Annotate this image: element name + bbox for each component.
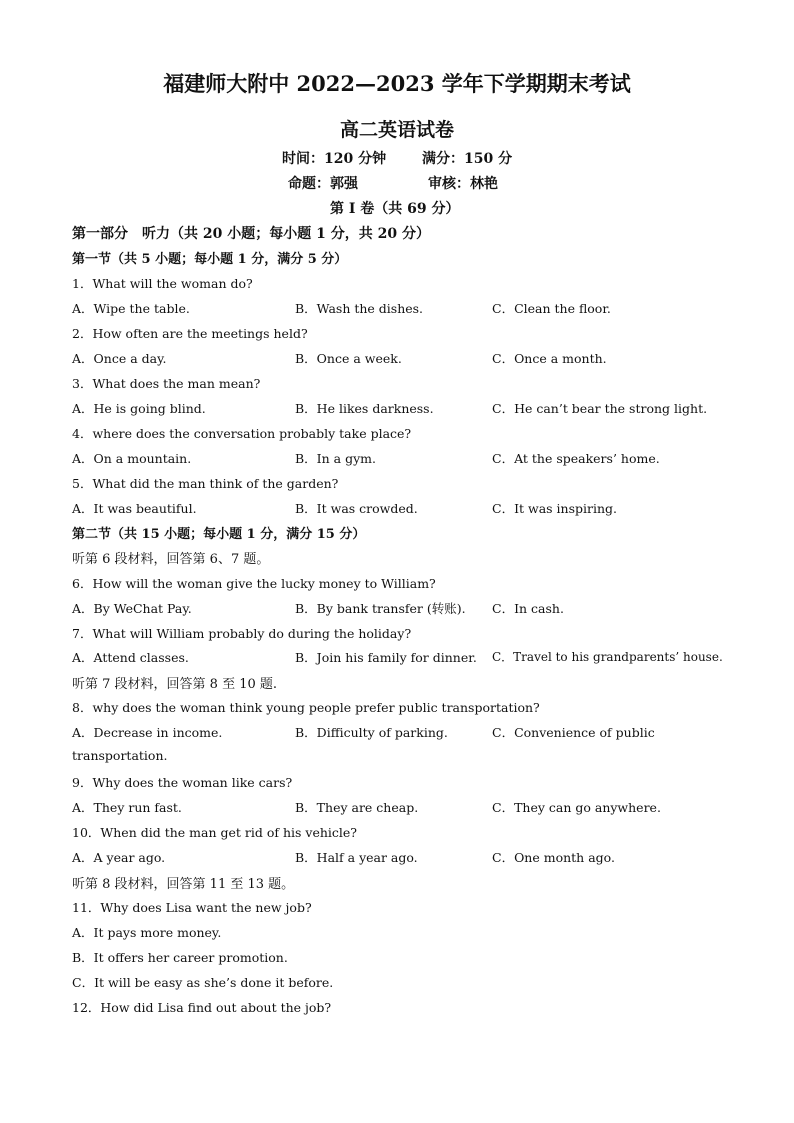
- option-c-continued: transportation.: [72, 748, 168, 763]
- option-c: C．It will be easy as she’s done it before.: [72, 975, 334, 990]
- option-b: B．He likes darkness.: [295, 401, 434, 416]
- question-stem: 11．Why does Lisa want the new job?: [72, 900, 312, 915]
- option-a: A．It pays more money.: [72, 925, 222, 940]
- option-a: A．Attend classes.: [72, 650, 189, 665]
- material-instruction: 听第 7 段材料，回答第 8 至 10 题.: [72, 677, 278, 692]
- option-a: A．It was beautiful.: [72, 501, 197, 516]
- option-c: C．At the speakers’ home.: [492, 451, 660, 466]
- exam-score: 满分：150 分: [422, 151, 513, 167]
- exam-reviewer: 审核：林艳: [428, 176, 498, 192]
- option-c: C．Once a month.: [492, 351, 607, 366]
- option-c: C．Convenience of public: [492, 725, 655, 740]
- option-b: B．By bank transfer (转账).: [295, 601, 466, 616]
- question-stem: 5．What did the man think of the garden?: [72, 476, 339, 491]
- option-a: A．A year ago.: [72, 850, 166, 865]
- option-b: B．Join his family for dinner.: [295, 650, 477, 665]
- option-a: A．They run fast.: [72, 800, 182, 815]
- volume-heading: 第 I 卷（共 69 分）: [330, 201, 460, 217]
- question-stem: 6．How will the woman give the lucky money to William?: [72, 576, 436, 591]
- part-heading: 第一部分 听力（共 20 小题；每小题 1 分，共 20 分）: [72, 226, 430, 242]
- option-c: C．Travel to his grandparents’ house.: [492, 650, 723, 664]
- question-stem: 2．How often are the meetings held?: [72, 326, 308, 341]
- question-stem: 3．What does the man mean?: [72, 376, 261, 391]
- option-c: C．He can’t bear the strong light.: [492, 401, 708, 416]
- option-c: C．One month ago.: [492, 850, 615, 865]
- option-b: B．In a gym.: [295, 451, 376, 466]
- option-c: C．In cash.: [492, 601, 564, 616]
- option-b: B．It offers her career promotion.: [72, 950, 288, 965]
- question-stem: 12．How did Lisa find out about the job?: [72, 1000, 332, 1015]
- option-b: B．They are cheap.: [295, 800, 419, 815]
- material-instruction: 听第 6 段材料，回答第 6、7 题。: [72, 552, 270, 567]
- option-a: A．By WeChat Pay.: [72, 601, 192, 616]
- exam-title: 福建师大附中 2022—2023 学年下学期期末考试: [163, 71, 631, 96]
- option-c: C．It was inspiring.: [492, 501, 618, 516]
- question-stem: 7．What will William probably do during the holiday?: [72, 626, 412, 641]
- material-instruction: 听第 8 段材料，回答第 11 至 13 题。: [72, 877, 295, 892]
- option-a: A．Once a day.: [72, 351, 167, 366]
- option-c: C．They can go anywhere.: [492, 800, 661, 815]
- option-c: C．Clean the floor.: [492, 301, 611, 316]
- question-stem: 1．What will the woman do?: [72, 276, 253, 291]
- option-a: A．On a mountain.: [72, 451, 192, 466]
- option-b: B．Wash the dishes.: [295, 301, 424, 316]
- exam-subtitle: 高二英语试卷: [339, 119, 454, 141]
- section-heading: 第二节（共 15 小题；每小题 1 分，满分 15 分）: [72, 527, 366, 542]
- option-b: B．Half a year ago.: [295, 850, 418, 865]
- option-a: A．Wipe the table.: [72, 301, 190, 316]
- question-stem: 9．Why does the woman like cars?: [72, 775, 293, 790]
- option-b: B．Difficulty of parking.: [295, 725, 448, 740]
- option-a: A．He is going blind.: [72, 401, 206, 416]
- question-stem: 4．where does the conversation probably take place?: [72, 426, 412, 441]
- question-stem: 8．why does the woman think young people prefer public transportation?: [72, 700, 540, 715]
- exam-author: 命题：郭强: [288, 176, 358, 192]
- option-a: A．Decrease in income.: [72, 725, 223, 740]
- exam-time: 时间：120 分钟: [282, 151, 387, 167]
- question-stem: 10．When did the man get rid of his vehicle?: [72, 825, 357, 840]
- option-b: B．It was crowded.: [295, 501, 418, 516]
- option-b: B．Once a week.: [295, 351, 402, 366]
- section-heading: 第一节（共 5 小题；每小题 1 分，满分 5 分）: [72, 252, 348, 267]
